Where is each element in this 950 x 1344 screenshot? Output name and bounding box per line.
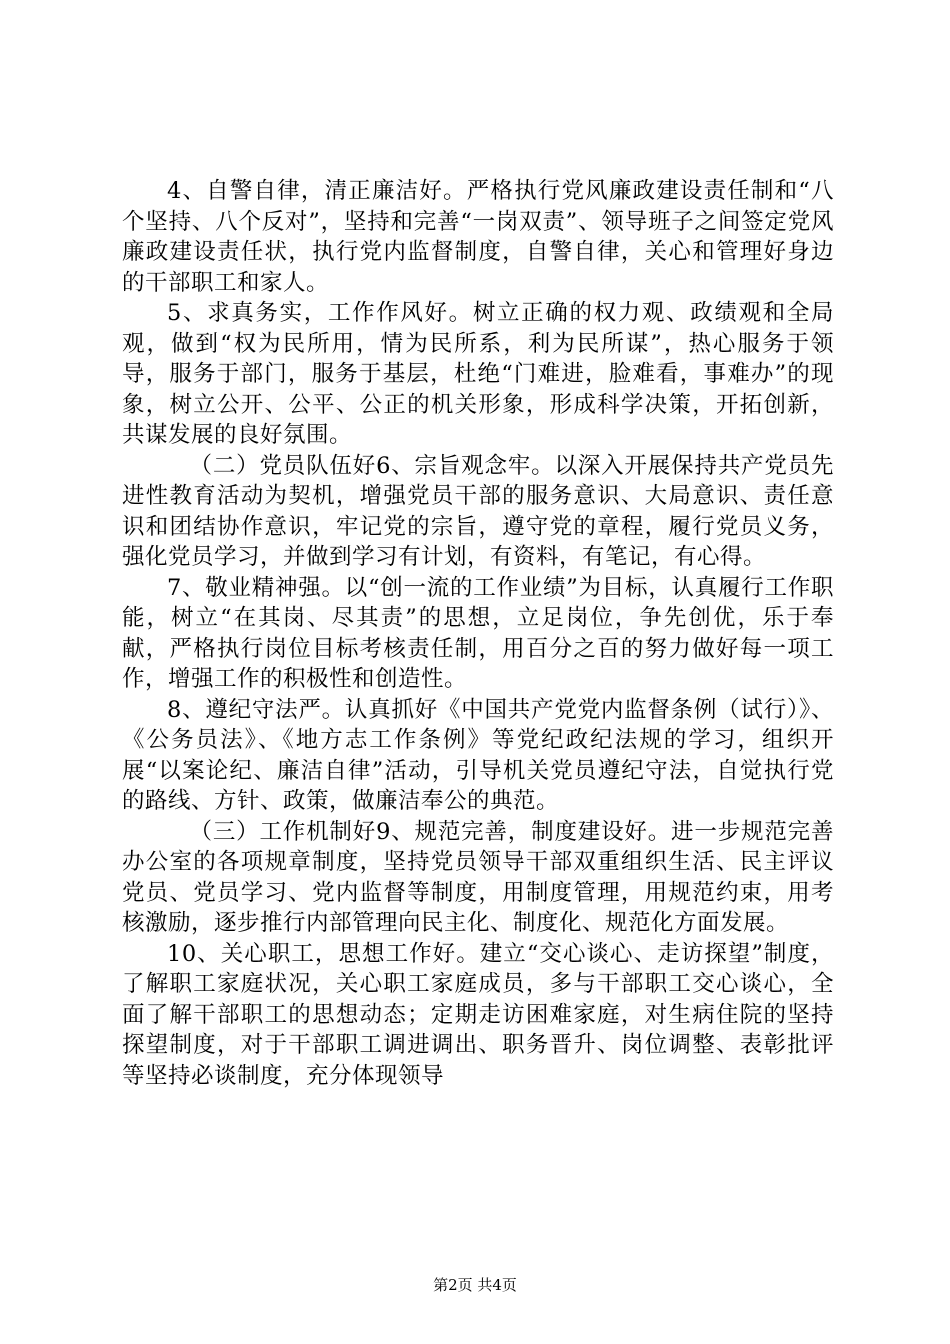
paragraph-item-7: 7、敬业精神强。以“创一流的工作业绩”为目标，认真履行工作职能，树立“在其岗、尽其责”的思想，立足岗位，争先创优，乐于奉献，严格执行岗位目标考核责任制，用百分之百的努力做好每一项工作，增强工作的积极性和创造性。: [122, 574, 834, 692]
paragraph-item-4: 4、自警自律，清正廉洁好。严格执行党风廉政建设责任制和“八个坚持、八个反对”，坚持和完善“一岗双责”、领导班子之间签定党风廉政建设责任状，执行党内监督制度，自警自律，关心和管理好身边的干部职工和家人。: [122, 178, 834, 296]
paragraph-section-2-item-6: （二）党员队伍好6、宗旨观念牢。以深入开展保持共产党员先进性教育活动为契机，增强党员干部的服务意识、大局意识、责任意识和团结协作意识，牢记党的宗旨，遵守党的章程，履行党员义务，强化党员学习，并做到学习有计划，有资料，有笔记，有心得。: [122, 452, 834, 570]
paragraph-item-8: 8、遵纪守法严。认真抓好《中国共产党党内监督条例（试行）》、《公务员法》、《地方志工作条例》等党纪政纪法规的学习，组织开展“以案论纪、廉洁自律”活动，引导机关党员遵纪守法，自觉执行党的路线、方针、政策，做廉洁奉公的典范。: [122, 696, 834, 814]
document-body: [122, 176, 834, 1091]
page-footer: 第2页 共4页: [433, 1276, 517, 1294]
paragraph-item-5: 5、求真务实，工作作风好。树立正确的权力观、政绩观和全局观，做到“权为民所用，情为民所系，利为民所谋”，热心服务于领导，服务于部门，服务于基层，杜绝“门难进，脸难看，事难办”的现象，树立公开、公平、公正的机关形象，形成科学决策，开拓创新，共谋发展的良好氛围。: [122, 300, 834, 448]
paragraph-section-3-item-9: （三）工作机制好9、规范完善，制度建设好。进一步规范完善办公室的各项规章制度，坚持党员领导干部双重组织生活、民主评议党员、党员学习、党内监督等制度，用制度管理，用规范约束，用考核激励，逐步推行内部管理向民主化、制度化、规范化方面发展。: [122, 818, 834, 936]
paragraph-item-10: 10、关心职工，思想工作好。建立“交心谈心、走访探望”制度，了解职工家庭状况，关心职工家庭成员，多与干部职工交心谈心，全面了解干部职工的思想动态；定期走访困难家庭，对生病住院的坚持探望制度，对于干部职工调进调出、职务晋升、岗位调整、表彰批评等坚持必谈制度，充分体现领导: [122, 940, 834, 1089]
